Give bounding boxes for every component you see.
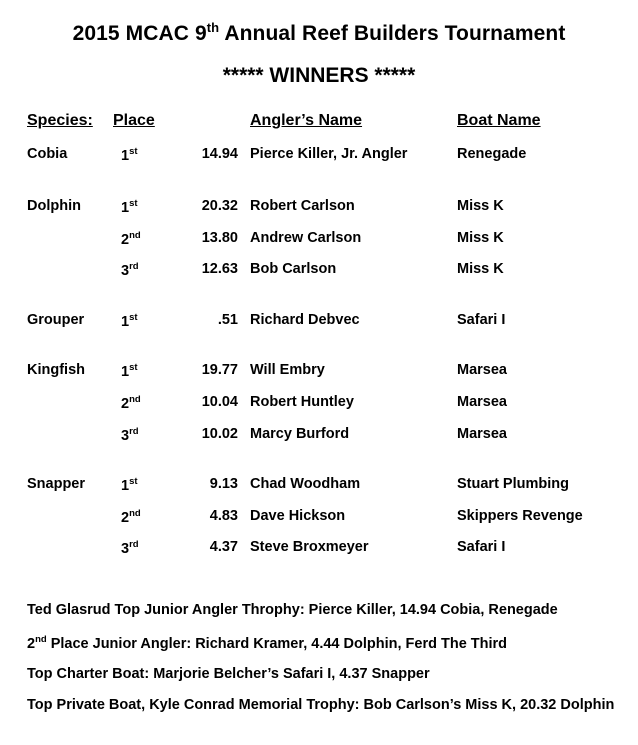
row-boat: Marsea: [457, 394, 507, 410]
award-top-charter-boat: Top Charter Boat: Marjorie Belcher’s Safari I, 4.37 Snapper: [27, 666, 430, 682]
row-species: Grouper: [27, 312, 85, 328]
row-angler: Chad Woodham: [250, 476, 361, 492]
header-place: Place: [113, 112, 155, 129]
row-species: Kingfish: [27, 362, 85, 378]
row-weight: 12.63: [201, 261, 238, 277]
row-weight: 19.77: [201, 362, 238, 378]
row-place: 2nd: [121, 508, 141, 526]
row-place: 2nd: [121, 230, 141, 248]
row-place: 1st: [121, 312, 138, 330]
row-angler: Steve Broxmeyer: [250, 539, 369, 555]
row-boat: Marsea: [457, 426, 507, 442]
row-place: 1st: [121, 362, 138, 380]
row-boat: Safari I: [457, 312, 506, 328]
row-place: 1st: [121, 198, 138, 216]
row-angler: Pierce Killer, Jr. Angler: [250, 146, 408, 162]
row-boat: Marsea: [457, 362, 507, 378]
title-prefix: 2015 MCAC 9: [72, 22, 207, 45]
row-boat: Renegade: [457, 146, 527, 162]
row-weight: 13.80: [201, 230, 238, 246]
row-angler: Marcy Burford: [250, 426, 350, 442]
row-weight: 4.37: [209, 539, 238, 555]
row-species: Dolphin: [27, 198, 81, 214]
row-angler: Richard Debvec: [250, 312, 360, 328]
document-title: [0, 20, 638, 46]
row-boat: Skippers Revenge: [457, 508, 583, 524]
row-weight: 10.04: [201, 394, 238, 410]
row-place: 2nd: [121, 394, 141, 412]
row-species: Cobia: [27, 146, 68, 162]
row-weight: 9.13: [209, 476, 238, 492]
row-weight: 20.32: [201, 198, 238, 214]
row-place: 3rd: [121, 261, 139, 279]
row-angler: Robert Huntley: [250, 394, 354, 410]
winners-heading: ***** WINNERS *****: [222, 64, 416, 87]
row-boat: Miss K: [457, 198, 504, 214]
row-weight: 4.83: [209, 508, 238, 524]
row-place: 1st: [121, 476, 138, 494]
row-angler: Robert Carlson: [250, 198, 355, 214]
row-angler: Will Embry: [250, 362, 325, 378]
row-place: 1st: [121, 146, 138, 164]
award-top-junior-angler: Ted Glasrud Top Junior Angler Throphy: Pierce Killer, 14.94 Cobia, Renegade: [27, 602, 558, 618]
row-place: 3rd: [121, 426, 139, 444]
row-weight: 10.02: [201, 426, 238, 442]
row-boat: Stuart Plumbing: [457, 476, 569, 492]
row-place: 3rd: [121, 539, 139, 557]
row-weight: 14.94: [201, 146, 238, 162]
award-top-private-boat: Top Private Boat, Kyle Conrad Memorial Trophy: Bob Carlson’s Miss K, 20.32 Dolphin: [27, 697, 615, 713]
row-weight: .51: [217, 312, 238, 328]
award-second-junior-angler: 2nd Place Junior Angler: Richard Kramer, 4.44 Dolphin, Ferd The Third: [27, 634, 508, 652]
title-suffix: Annual Reef Builders Tournament: [219, 22, 566, 45]
row-boat: Safari I: [457, 539, 506, 555]
row-angler: Andrew Carlson: [250, 230, 362, 246]
header-angler-name: Angler’s Name: [250, 112, 363, 129]
header-species: Species:: [27, 112, 93, 129]
header-boat-name: Boat Name: [457, 112, 541, 129]
row-angler: Dave Hickson: [250, 508, 346, 524]
row-angler: Bob Carlson: [250, 261, 337, 277]
title-ordinal-suffix: th: [206, 20, 220, 35]
row-boat: Miss K: [457, 261, 504, 277]
row-boat: Miss K: [457, 230, 504, 246]
row-species: Snapper: [27, 476, 86, 492]
